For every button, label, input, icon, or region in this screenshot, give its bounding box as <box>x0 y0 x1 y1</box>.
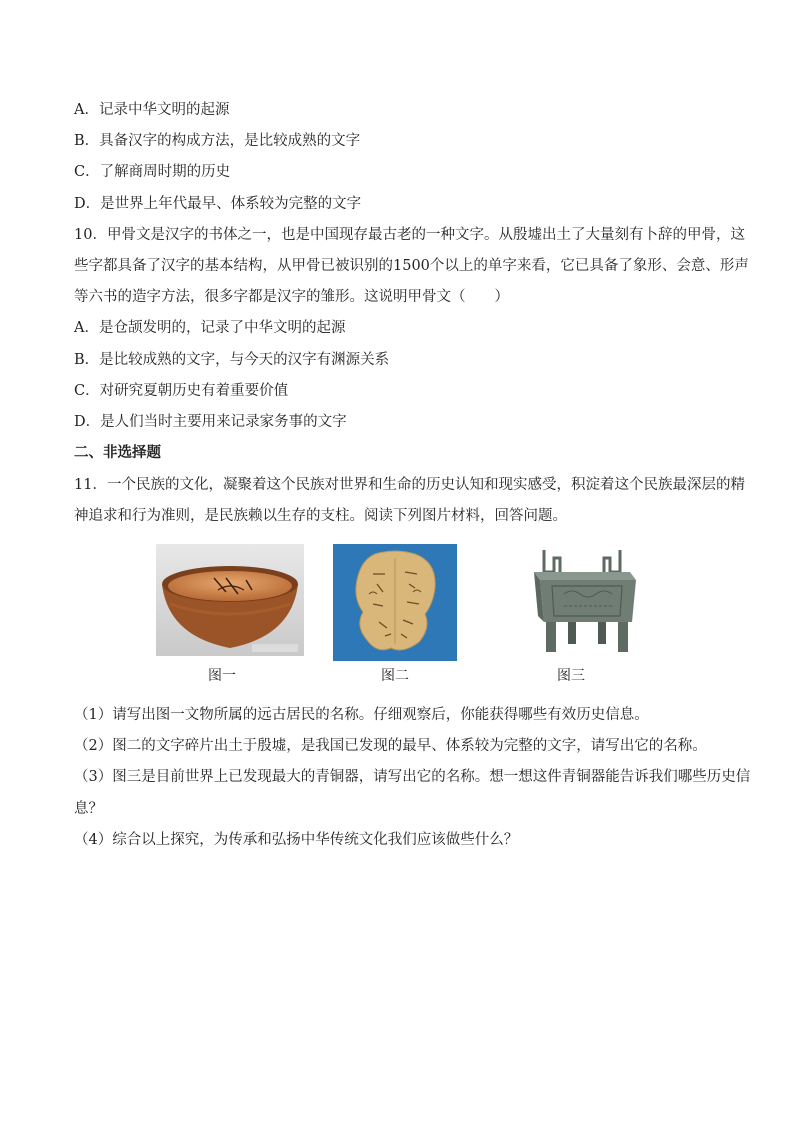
q10-stem-line-1: 10．甲骨文是汉字的书体之一，也是中国现存最古老的一种文字。从殷墟出土了大量刻有卜辞的甲骨，这 <box>74 227 745 243</box>
q9-option-c: C．了解商周时期的历史 <box>74 164 231 180</box>
pottery-basin-image <box>156 544 304 656</box>
q11-stem-line-2: 神追求和行为准则，是民族赖以生存的支柱。阅读下列图片材料，回答问题。 <box>74 508 567 524</box>
figure-2-caption: 图二 <box>381 668 409 684</box>
q9-option-d: D．是世界上年代最早、体系较为完整的文字 <box>74 196 362 212</box>
oracle-bone-image <box>333 544 457 661</box>
q11-sub-question-3-line-2: 息？ <box>74 801 103 817</box>
figure-3-caption: 图三 <box>557 668 585 684</box>
q11-sub-question-3-line-1: （3）图三是目前世界上已发现最大的青铜器，请写出它的名称。想一想这件青铜器能告诉我们哪些历史信 <box>74 769 751 785</box>
figure-2-oracle-bone <box>333 544 457 661</box>
q9-option-a: A．记录中华文明的起源 <box>74 102 230 118</box>
bronze-ding-image <box>524 546 640 658</box>
q10-stem-line-3: 等六书的造字方法，很多字都是汉字的雏形。这说明甲骨文（ ） <box>74 289 509 305</box>
q11-sub-question-1: （1）请写出图一文物所属的远古居民的名称。仔细观察后，你能获得哪些有效历史信息。 <box>74 707 649 723</box>
q10-stem-line-2: 些字都具备了汉字的基本结构，从甲骨已被识别的1500个以上的单字来看，它已具备了象形、会意、形声 <box>74 258 749 274</box>
q11-sub-question-4: （4）综合以上探究，为传承和弘扬中华传统文化我们应该做些什么？ <box>74 832 519 848</box>
q11-stem-line-1: 11．一个民族的文化，凝聚着这个民族对世界和生命的历史认知和现实感受，积淀着这个民族最深层的精 <box>74 477 745 493</box>
figure-3-bronze-ding <box>524 546 640 658</box>
q11-sub-question-2: （2）图二的文字碎片出土于殷墟，是我国已发现的最早、体系较为完整的文字，请写出它的名称。 <box>74 738 707 754</box>
figure-1-caption: 图一 <box>208 668 236 684</box>
q9-option-b: B．具备汉字的构成方法，是比较成熟的文字 <box>74 133 361 149</box>
q10-option-a: A．是仓颉发明的，记录了中华文明的起源 <box>74 320 346 336</box>
section-title: 二、非选择题 <box>74 444 161 461</box>
q10-option-c: C．对研究夏朝历史有着重要价值 <box>74 383 289 399</box>
q10-option-d: D．是人们当时主要用来记录家务事的文字 <box>74 414 347 430</box>
q10-option-b: B．是比较成熟的文字，与今天的汉字有渊源关系 <box>74 352 390 368</box>
figure-1-pottery-basin <box>156 544 304 656</box>
